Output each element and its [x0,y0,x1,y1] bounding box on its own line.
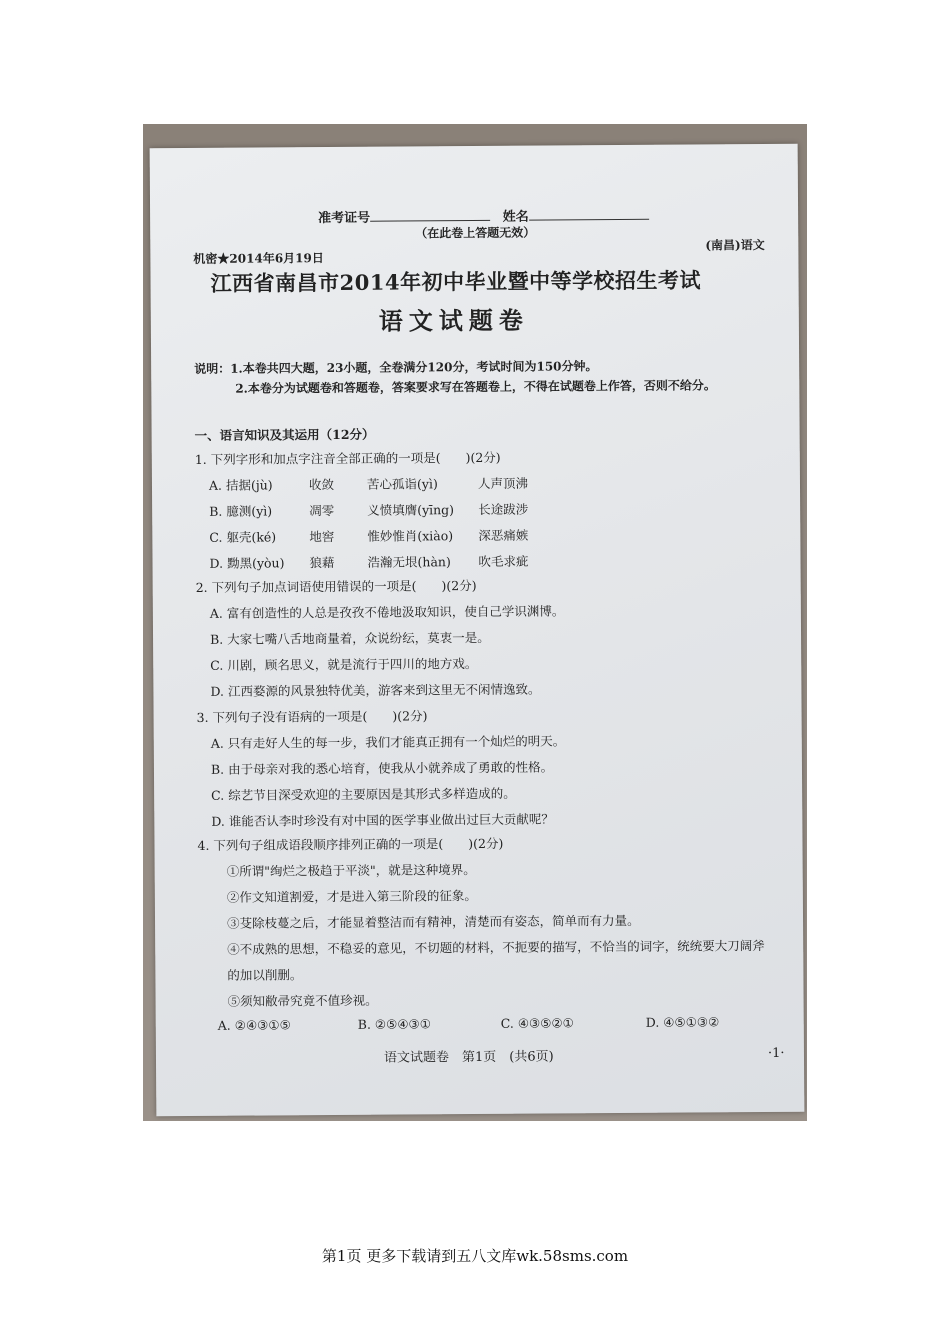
instruction-2: 2.本卷分为试题卷和答题卷，答案要求写在答题卷上，不得在试题卷上作答，否则不给分。 [235,378,716,396]
q1-option-b-word2: 凋零 [309,502,335,519]
q3-option-b: B. 由于母亲对我的悉心培育，使我从小就养成了勇敢的性格。 [210,759,554,777]
q1-option-d: D. 黝黑(yòu) [209,555,285,571]
q2-option-a: A. 富有创造性的人总是孜孜不倦地汲取知识，使自己学识渊博。 [209,603,565,621]
exam-photo [143,124,807,1121]
q4-choice-c: C. ④③⑤②① [500,1015,574,1031]
q4-sentence-4-cont: 的加以削删。 [227,967,303,983]
q4-sentence-5: ⑤须知敝帚究竟不值珍视。 [227,992,378,1009]
region-subject: (南昌)语文 [705,237,765,253]
q4-sentence-4: ④不成熟的思想，不稳妥的意见，不切题的材料，不扼要的描写，不恰当的词字，统统要大刀阔斧 [227,937,765,957]
q3-option-d: D. 谁能否认李时珍没有对中国的医学事业做出过巨大贡献呢？ [211,811,554,829]
q1-option-c-word2: 地窖 [309,528,335,545]
page-footer: 语文试题卷 第1页 (共6页) [383,1049,554,1066]
q3-option-a: A. 只有走好人生的每一步，我们才能真正拥有一个灿烂的明天。 [210,733,566,751]
secret-date: 机密★2014年6月19日 [193,251,324,266]
exam-number-blank [370,208,490,222]
q1-option-d-word4: 吹毛求疵 [478,553,529,569]
question-2-stem: 2. 下列句子加点词语使用错误的一项是( )(2分) [195,578,477,595]
question-4-stem: 4. 下列句子组成语段顺序排列正确的一项是( )(2分) [197,835,504,853]
exam-title: 江西省南昌市2014年初中毕业暨中等学校招生考试 [210,267,702,296]
q3-option-c: C. 综艺节目深受欢迎的主要原因是其形式多样造成的。 [211,785,516,803]
section-heading: 一、语言知识及其运用（12分） [194,426,375,443]
q1-option-d-word3: 浩瀚无垠(hàn) [367,554,451,570]
q2-option-b: B. 大家七嘴八舌地商量着，众说纷纭，莫衷一是。 [210,629,490,647]
name-label: 姓名 [502,209,529,225]
q4-sentence-3: ③芟除枝蔓之后，才能显着整洁而有精神，清楚而有姿态，简单而有力量。 [226,912,640,931]
q1-option-c-word4: 深恶痛嫉 [478,527,529,543]
q1-option-b-word4: 长途跋涉 [478,501,529,517]
q1-option-b: B. 臆测(yì) [209,503,273,519]
instruction-1: 说明：1.本卷共四大题，23小题，全卷满分120分，考试时间为150分钟。 [194,359,598,376]
q1-option-a: A. 拮据(jù) [208,477,273,493]
q1-option-d-word2: 狼藉 [309,554,335,571]
q1-option-a-word2: 收敛 [308,476,335,493]
exam-sheet [150,144,805,1117]
page-mark: ·1· [767,1045,785,1061]
q4-choice-d: D. ④⑤①③② [645,1014,720,1030]
q2-option-c: C. 川剧，顾名思义，就是流行于四川的地方戏。 [210,655,478,673]
q2-option-d: D. 江西婺源的风景独特优美，游客来到这里无不闲情逸致。 [210,681,541,699]
q1-option-b-word3: 义愤填膺(yīng) [367,502,455,518]
question-1-stem: 1. 下列字形和加点字注音全部正确的一项是( )(2分) [194,449,501,467]
q1-option-c-word3: 惟妙惟肖(xiào) [367,528,454,544]
q1-option-c: C. 躯壳(ké) [209,529,277,545]
download-caption: 第1页 更多下载请到五八文库wk.58sms.com [321,1247,629,1265]
paper-title: 语文试题卷 [378,305,529,336]
name-blank [529,207,649,221]
exam-number-label: 准考证号 [318,210,371,227]
exam-number-field [318,205,649,226]
q1-option-a-word3: 苦心孤诣(yì) [366,476,438,492]
q4-choice-b: B. ②⑤④③① [357,1016,431,1032]
invalid-note: （在此卷上答题无效） [415,225,536,241]
q4-sentence-2: ②作文知道割爱，才是进入第三阶段的征象。 [226,888,477,905]
q1-option-a-word4: 人声顶沸 [477,475,529,491]
q4-sentence-1: ①所谓"绚烂之极趋于平淡"，就是这种境界。 [226,862,476,879]
q4-choice-a: A. ②④③①⑤ [217,1017,291,1033]
question-3-stem: 3. 下列句子没有语病的一项是( )(2分) [196,708,428,725]
